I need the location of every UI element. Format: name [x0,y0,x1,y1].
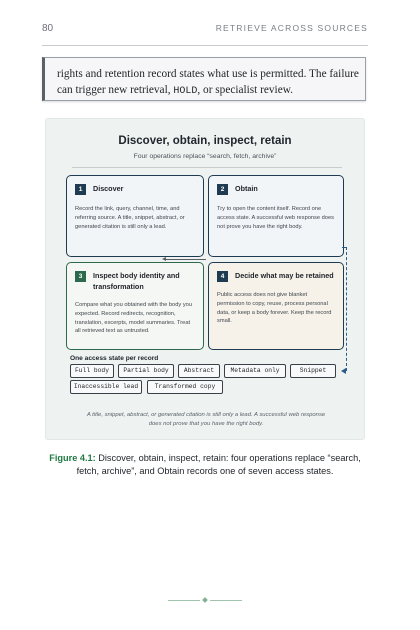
step-description: Compare what you obtained with the body you expected. Record redirects, recognition, translation, excerpts, model summaries. Treat all retrieved text as untrusted. [75,302,192,335]
hold-code: HOLD [173,86,198,97]
step-title: Discover [93,184,124,193]
loop-connector [346,247,347,371]
step-retain-card [208,262,344,350]
step-number-badge: 3 [75,271,86,282]
ornament-line-left [168,600,200,601]
access-state-chip: Partial body [118,364,174,378]
figure-panel [45,118,365,440]
step-inspect-card [66,262,204,350]
access-state-chip: Metadata only [224,364,286,378]
figure-subtitle: Four operations replace “search, fetch, archive” [133,153,277,160]
callout-box [42,57,366,101]
step-number-badge: 4 [217,271,228,282]
page-number: 80 [42,23,54,34]
step-number-badge: 1 [75,184,86,195]
running-title: RETRIEVE ACROSS SOURCES [215,23,368,33]
diamond-icon [202,597,208,603]
figure-label: Figure 4.1: [49,453,96,463]
access-states-label: One access state per record [70,355,159,362]
figure-divider [72,167,342,168]
access-state-chip: Abstract [178,364,220,378]
step-description: Try to open the content itself. Record one access state. A successful web response does not prove you have the right body. [217,206,334,230]
caption-text: Discover, obtain, inspect, retain: four operations replace “search, fetch, archive”, and Obtain records one of seven access states. [76,453,361,476]
page-ornament [168,598,242,604]
figure-caption [45,452,365,478]
access-state-chip: Inaccessible lead [70,380,142,394]
access-state-chip: Snippet [290,364,336,378]
figure-title: Discover, obtain, inspect, retain [118,135,292,147]
callout-text-before: rights and retention record states what use is permitted. The failure can trigger new retrieval, [57,68,359,96]
page-header [42,23,368,37]
access-state-chip: Full body [70,364,114,378]
access-state-chip: Transformed copy [147,380,223,394]
step-title: Inspect body identity and transformation [93,271,180,291]
arrow-left-icon [341,368,346,374]
step-description: Public access does not give blanket permission to copy, reuse, process personal data, or keep a body forever. Keep the record small. [217,292,332,325]
step-obtain-card [208,175,344,257]
step-title: Decide what may be retained [235,271,334,280]
flow-connector [166,259,206,260]
callout-text-after: , or specialist review. [197,84,293,96]
step-discover-card [66,175,204,257]
step-title: Obtain [235,184,258,193]
header-rule [42,45,368,46]
step-number-badge: 2 [217,184,228,195]
ornament-line-right [210,600,242,601]
figure-note: A title, snippet, abstract, or generated citation is still only a lead. A successful web response does not prove that you have the right body. [86,412,326,427]
arrow-left-icon [162,257,166,261]
callout-text [57,66,363,100]
step-description: Record the link, query, channel, time, and referring source. A title, snippet, abstract, or generated citation is still only a lead. [75,206,185,230]
